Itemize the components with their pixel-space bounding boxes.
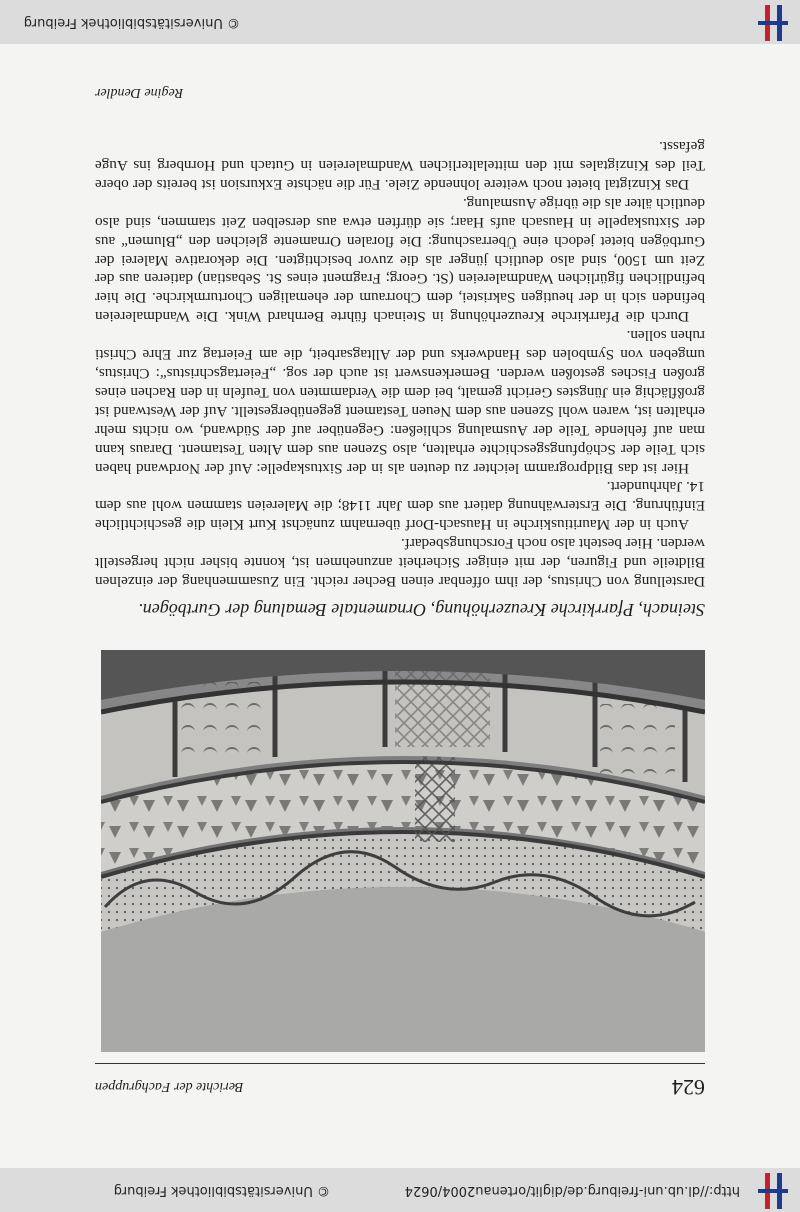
viewer-footer-bar xyxy=(0,0,800,44)
university-logo-icon[interactable] xyxy=(754,1171,792,1209)
header-rule xyxy=(95,1063,705,1064)
university-logo-icon[interactable] xyxy=(754,3,792,41)
paragraph: Das Kinzigtal bietet noch weitere lohnende Ziele. Für die nächste Exkursion ist bereits der obere Teil des Kinzigtales mit den mittelalterlichen Wandmalereien in Gutach und Hornberg ins Auge gefasst. xyxy=(95,138,705,193)
footer-copyright-notice: © Universitätsbibliothek Freiburg xyxy=(23,15,240,30)
paragraph: Darstellung von Christus, der ihm offenbar einen Becher reicht. Ein Zusammenhang der einzelnen Bildteile und Figuren, der mit einiger Sicherheit anzunehmen ist, konnte bisher nicht hergestellt werden. Hier besteht also noch Forschungsbedarf. xyxy=(95,535,705,590)
paragraph: Hier ist das Bildprogramm leichter zu deuten als in der Sixtuskapelle: Auf der Nordwand haben sich Teile der Schöpfungsgeschichte erhalten, also Szenen aus dem Alten Testament. Daraus kann man auf fehlende Teile der Ausmalung schließen: Gegenüber auf der Südwand, wo nichts mehr erhalten ist, waren wohl Szenen aus dem Neuen Testament gegenübergestellt. Auf der Westwand ist großflächig ein Jüngstes Gericht gemalt, bei dem die Verdammten von Teufeln in den Rachen eines großen Fisches gestoßen werden. Bemerkenswert ist auch der sog. „Feiertagschristus“: Christus, umgeben von Symbolen des Handwerks und der Alltagsarbeit, die am Feiertag zur Ehre Christi ruhen sollen. xyxy=(95,327,705,477)
page-url-link[interactable]: http://dl.ub.uni-freiburg.de/diglit/ortenau2004/0624 xyxy=(404,1183,740,1198)
fresco-photograph xyxy=(101,650,705,1052)
page-number: 624 xyxy=(672,1075,705,1100)
viewer-toolbar xyxy=(0,1168,800,1212)
running-head: Berichte der Fachgruppen xyxy=(95,1079,244,1094)
figure-caption: Steinach, Pfarrkirche Kreuzerhöhung, Ornamentale Bemalung der Gurtbögen. xyxy=(138,600,705,620)
copyright-notice: © Universitätsbibliothek Freiburg xyxy=(113,1183,330,1198)
article-body xyxy=(95,136,705,590)
paragraph: Auch in der Mauritiuskirche in Hausach-Dorf übernahm zunächst Kurt Klein die geschichtliche Einführung. Die Ersterwähnung datiert aus dem Jahr 1148; die Malereien stammen wohl aus dem 14. Jahrhundert. xyxy=(95,478,705,534)
author-signature: Regine Dendler xyxy=(95,85,184,100)
paragraph: Durch die Pfarrkirche Kreuzerhöhung in Steinach führte Bernhard Wink. Die Wandmalereien befinden sich in der heutigen Sakristei, dem Chorraum der ehemaligen Chorturmkirche. Die hier befindlichen figürlichen Wandmalereien (St. Georg; Fragment eines St. Sebastian) datieren aus der Zeit um 1500, sind also deutlich jünger als die zuvor besichtigten. Die dekorative Malerei der Gurtbögen bietet jedoch eine Überraschung: Die floralen Ornamente gleichen den „Blumen“ aus der Sixtuskapelle in Hausach aufs Haar; sie dürften etwa aus derselben Zeit stammen, sind also deutlich älter als die übrige Ausmalung. xyxy=(95,194,705,326)
